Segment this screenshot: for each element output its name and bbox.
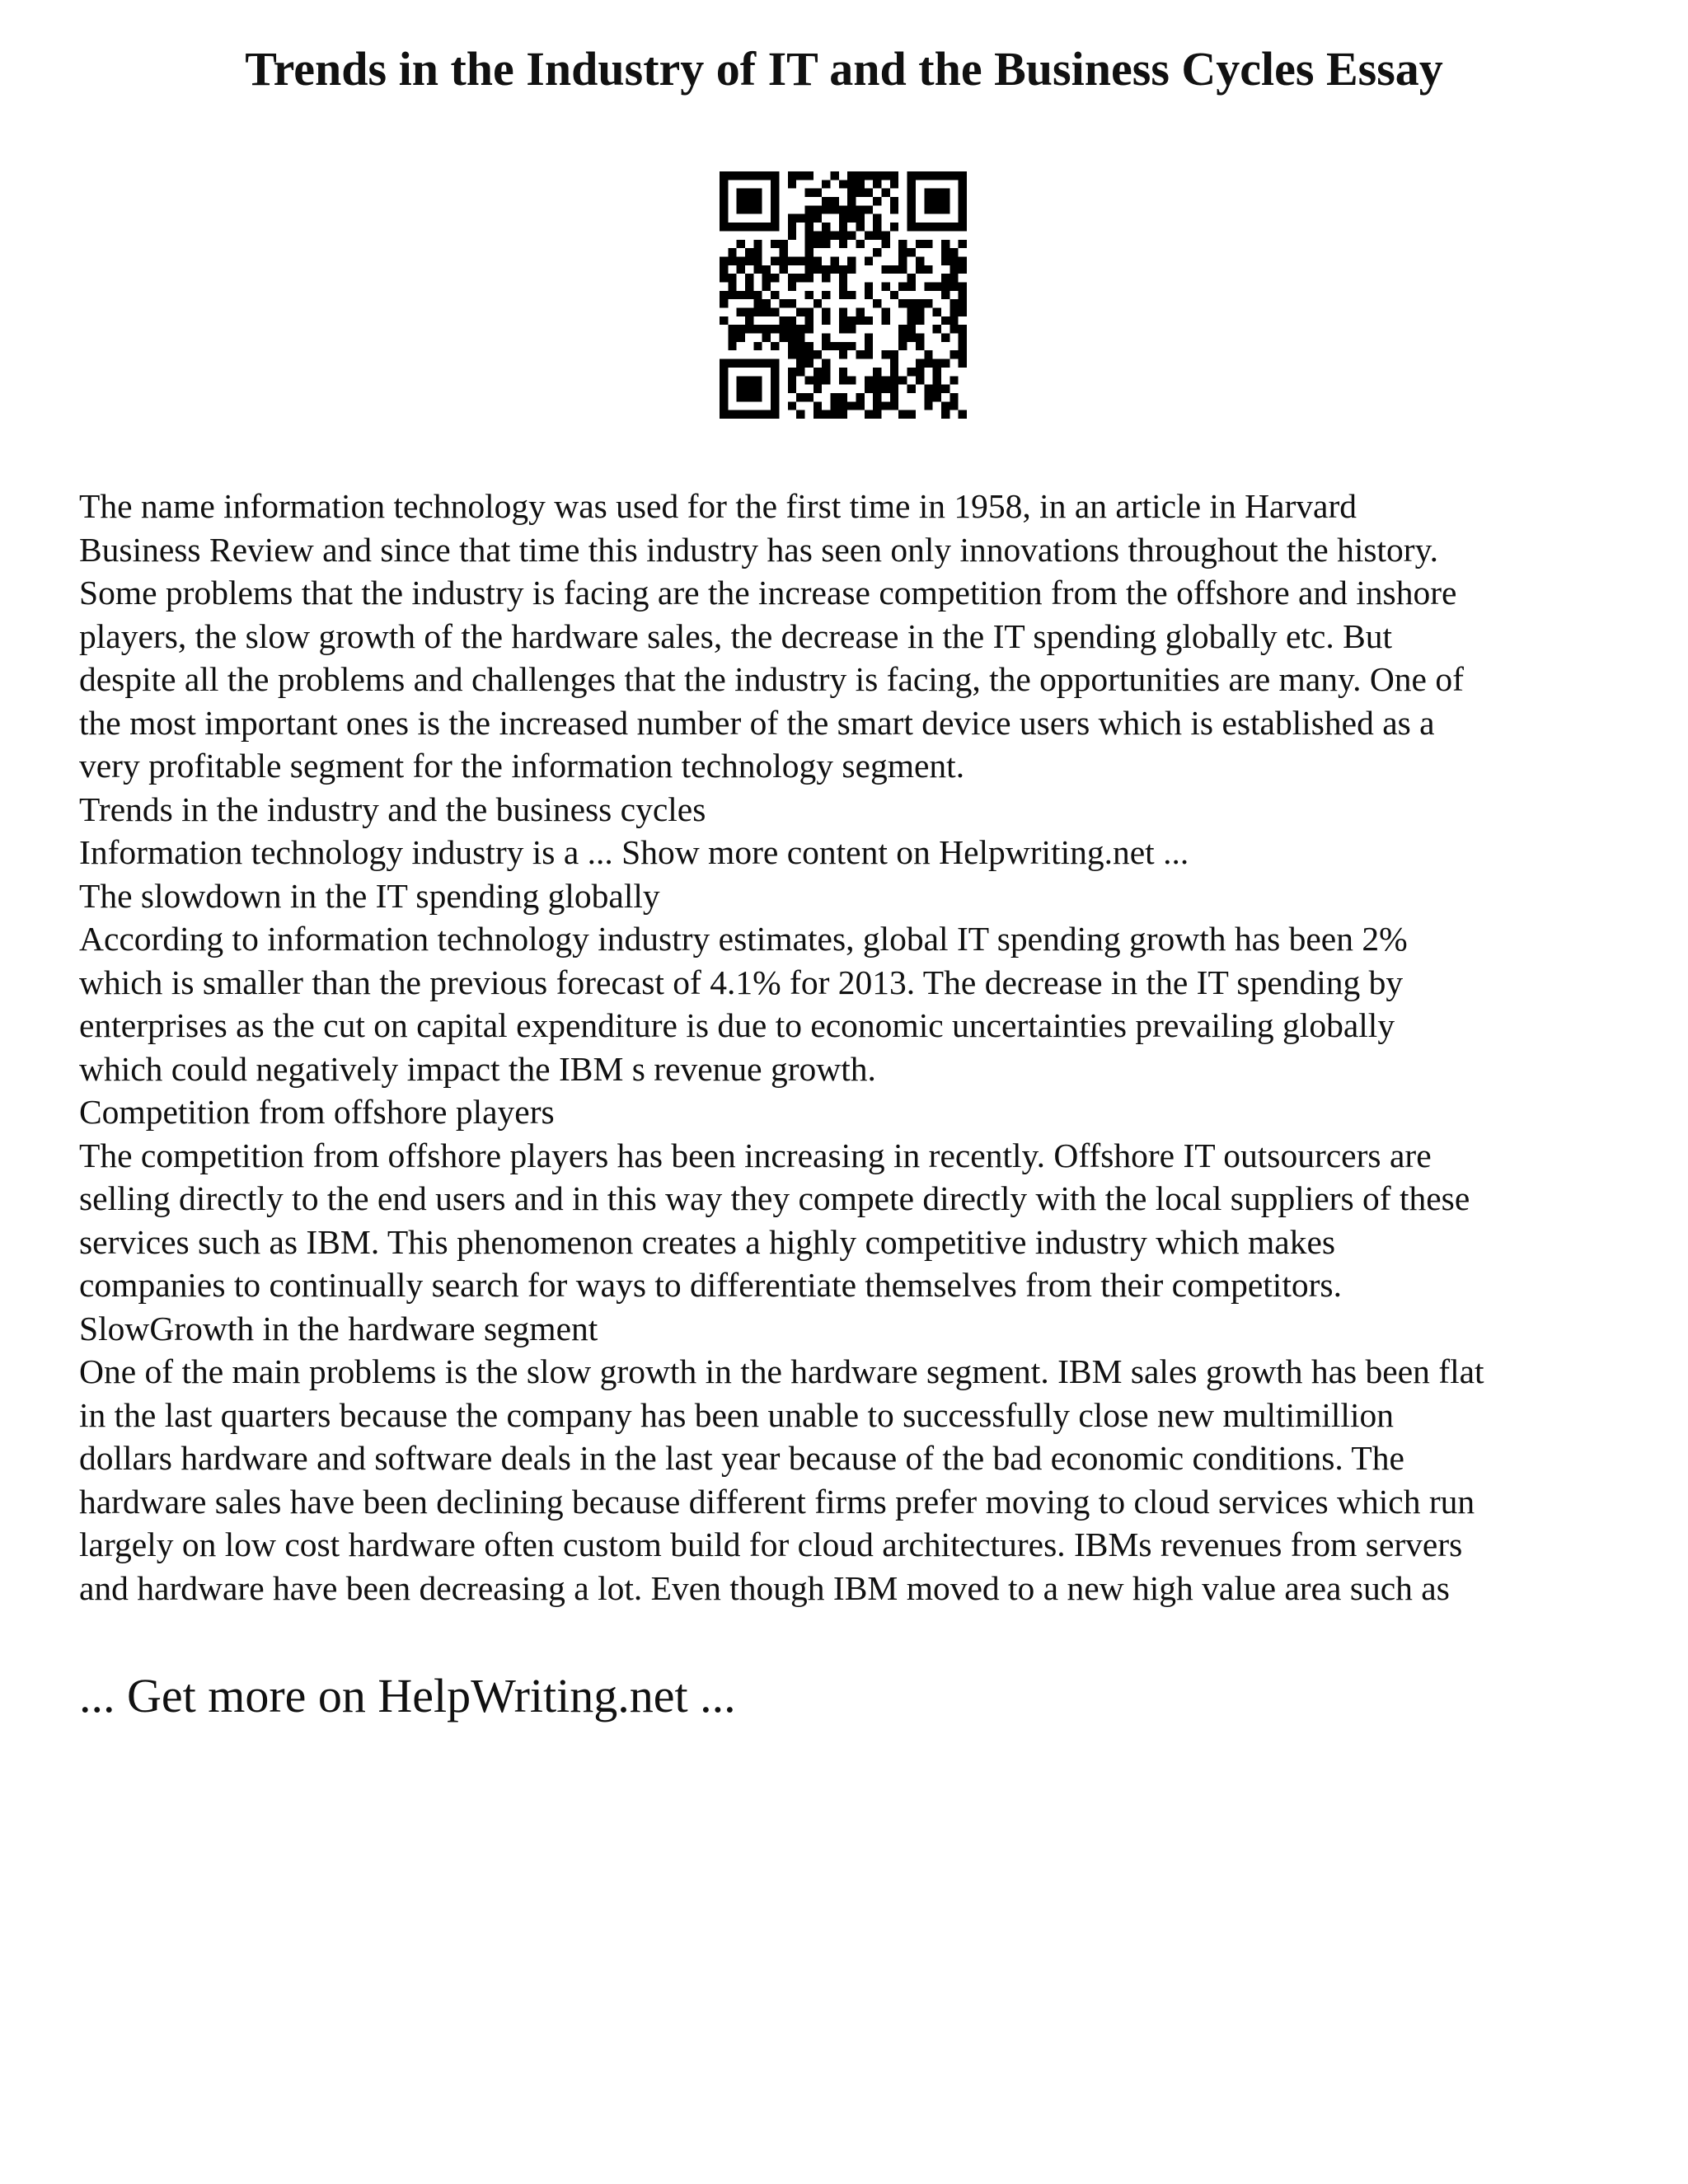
body-line: which is smaller than the previous forecast of 4.1% for 2013. The decrease in the IT spending by [79, 963, 1404, 1001]
body-line: Business Review and since that time this industry has seen only innovations throughout the history. [79, 530, 1439, 569]
body-line: Some problems that the industry is facing are the increase competition from the offshore and inshore [79, 574, 1457, 612]
body-line: the most important ones is the increased number of the smart device users which is established as a [79, 703, 1435, 742]
section-heading: The slowdown in the IT spending globally [79, 876, 660, 915]
document-title: Trends in the Industry of IT and the Business Cycles Essay [245, 42, 1443, 96]
body-line: Information technology industry is a ... Show more content on Helpwriting.net ... [79, 833, 1189, 871]
body-line: players, the slow growth of the hardware sales, the decrease in the IT spending globally etc. But [79, 616, 1393, 655]
body-line: in the last quarters because the company has been unable to successfully close new multimillion [79, 1395, 1394, 1434]
body-line: enterprises as the cut on capital expenditure is due to economic uncertainties prevailing globally [79, 1006, 1395, 1044]
section-heading: Trends in the industry and the business cycles [79, 790, 706, 828]
body-line: hardware sales have been declining because different firms prefer moving to cloud services which run [79, 1482, 1475, 1521]
body-line: The name information technology was used for the first time in 1958, in an article in Harvard [79, 487, 1357, 525]
essay-body [79, 485, 1645, 1610]
body-line: despite all the problems and challenges that the industry is facing, the opportunities are many. One of [79, 660, 1464, 698]
body-line: very profitable segment for the information technology segment. [79, 747, 965, 785]
body-line: The competition from offshore players has been increasing in recently. Offshore IT outsourcers are [79, 1136, 1432, 1174]
body-line: and hardware have been decreasing a lot. Even though IBM moved to a new high value area such as [79, 1568, 1450, 1607]
body-line: companies to continually search for ways to differentiate themselves from their competitors. [79, 1266, 1342, 1304]
section-heading: Competition from offshore players [79, 1093, 555, 1131]
body-line: largely on low cost hardware often custom build for cloud architectures. IBMs revenues from servers [79, 1526, 1463, 1563]
body-line: which could negatively impact the IBM s revenue growth. [79, 1049, 876, 1088]
body-line: One of the main problems is the slow growth in the hardware segment. IBM sales growth has been flat [79, 1352, 1484, 1390]
body-line: services such as IBM. This phenomenon creates a highly competitive industry which makes [79, 1222, 1336, 1261]
body-line: selling directly to the end users and in this way they compete directly with the local suppliers of these [79, 1179, 1470, 1217]
section-heading: SlowGrowth in the hardware segment [79, 1309, 598, 1347]
qr-code-icon [720, 171, 967, 419]
body-line: dollars hardware and software deals in the last year because of the bad economic conditions. The [79, 1439, 1404, 1477]
get-more-link[interactable]: ... Get more on HelpWriting.net ... [79, 1669, 736, 1722]
body-line: According to information technology industry estimates, global IT spending growth has been 2% [79, 920, 1408, 958]
